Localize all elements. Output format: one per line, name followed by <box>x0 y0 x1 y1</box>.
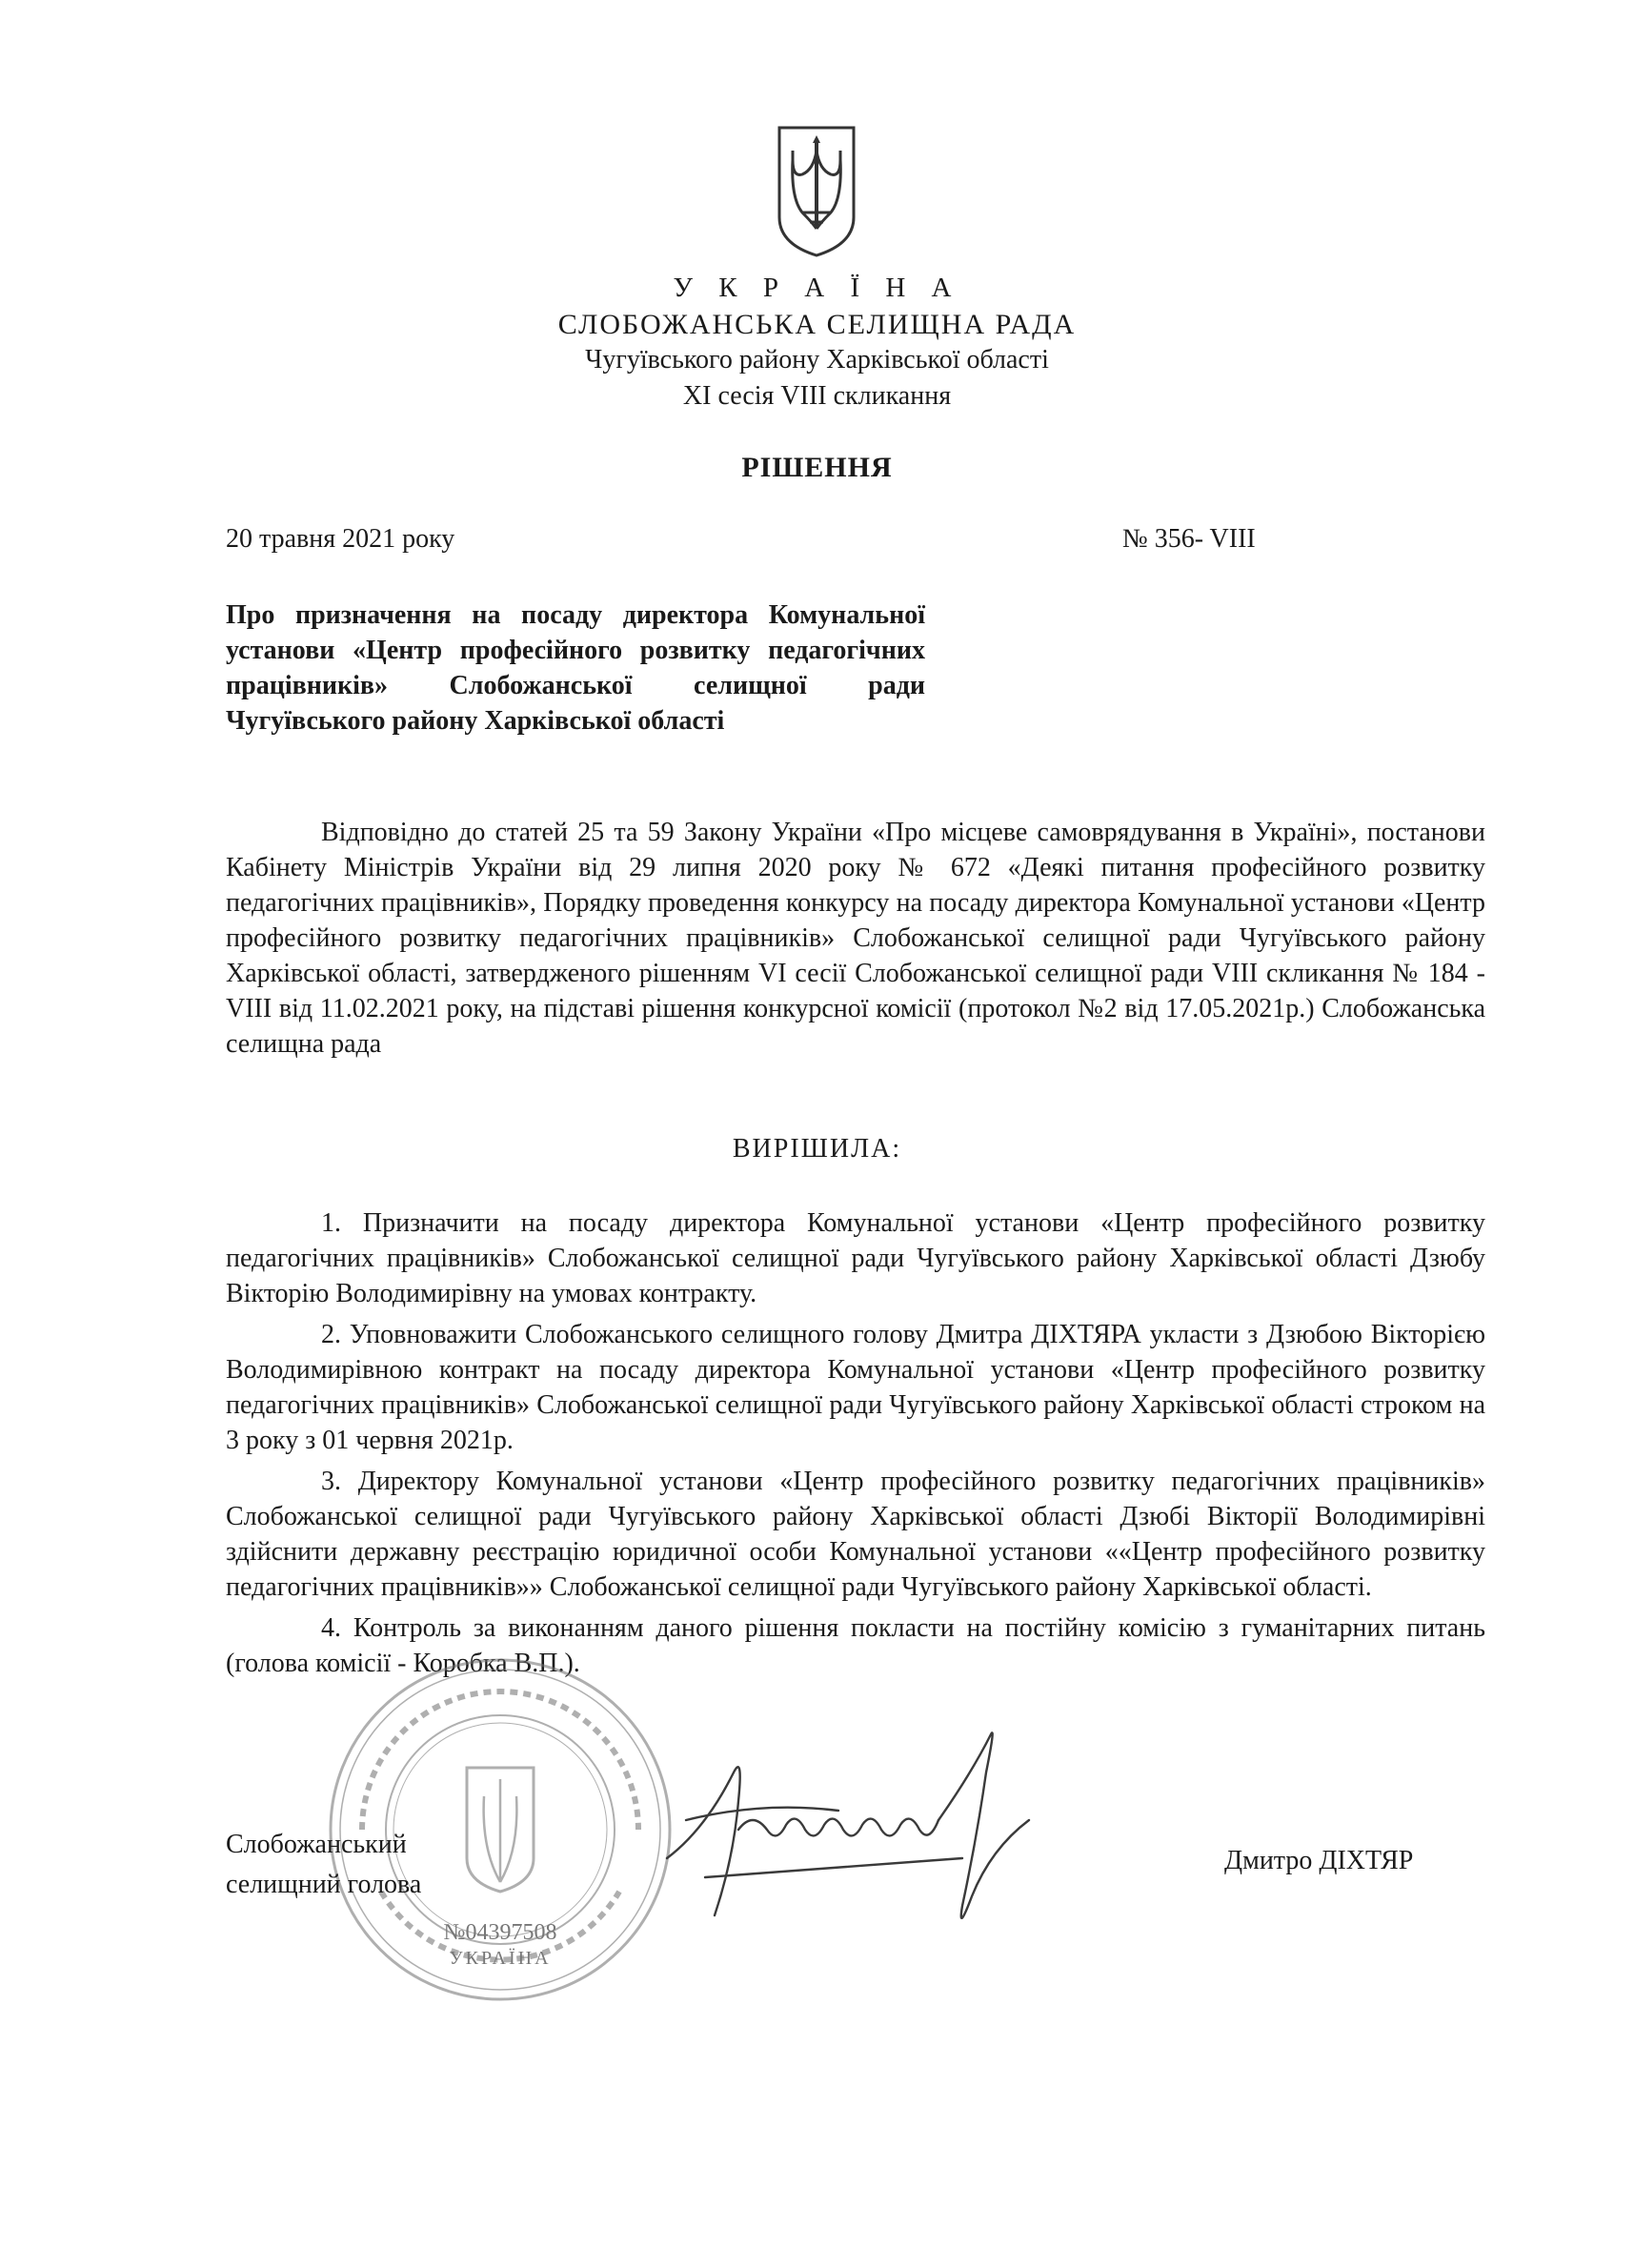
decision-item-4: 4. Контроль за виконанням даного рішення покласти на постійну комісію з гуманітарних питань (голова комісії - Коробка В.П.). <box>226 1613 1485 1678</box>
decision-date: 20 травня 2021 року <box>226 524 455 554</box>
header-session: ХІ сесія VІІІ скликання <box>682 381 952 411</box>
handwritten-signature <box>648 1715 1086 1944</box>
coat-of-arms-icon <box>774 122 859 259</box>
decision-subject: Про призначення на посаду директора Комунальної установи «Центр професійного розвитку педагогічних працівників» Слобожанської селищної ради Чугуївського району Харківської області <box>226 600 925 736</box>
signatory-name: Дмитро ДІХТЯР <box>1224 1846 1414 1875</box>
decision-item-2: 2. Уповноважити Слобожанського селищного голову Дмитра ДІХТЯРА укласти з Дзюбою Вікторією Володимирівною контракт на посаду директора Комунальної установи «Центр професійного розвитку педагогічних працівників» Слобожанської селищної ради Чугуївського району Харківської області строком на 3 року з 01 червня 2021р. <box>226 1320 1485 1455</box>
signatory-position-line-1: Слобожанський <box>226 1830 407 1859</box>
seal-country: УКРАЇНА <box>449 1948 552 1969</box>
decision-item-1: 1. Призначити на посаду директора Комунальної установи «Центр професійного розвитку педагогічних працівників» Слобожанської селищної ради Чугуївського району Харківської області Дзюбу Вікторію Володимирівну на умовах контракту. <box>226 1208 1485 1308</box>
decision-items <box>226 1205 1485 1687</box>
decided-heading: ВИРІШИЛА: <box>732 1134 902 1164</box>
decision-number: № 356- VІІІ <box>1122 524 1256 554</box>
preamble-paragraph: Відповідно до статей 25 та 59 Закону України «Про місцеве самоврядування в Україні», постанови Кабінету Міністрів України від 29 липня 2020 року № 672 «Деякі питання професійного розвитку педагогічних працівників», Порядку проведення конкурсу на посаду директора Комунальної установи «Центр професійного розвитку педагогічних працівників» Слобожанської селищної ради Чугуївського району Харківської області, затвердженого рішенням VІ сесії Слобожанської селищної ради VІІІ скликання № 184 -VІІІ від 11.02.2021 року, на підставі рішення конкурсної комісії (протокол №2 від 17.05.2021р.) Слобожанська селищна рада <box>226 818 1485 1059</box>
seal-code: №04397508 <box>443 1920 557 1945</box>
decision-item-3: 3. Директору Комунальної установи «Центр професійного розвитку педагогічних працівників» Слобожанської селищної ради Чугуївського району Харківської області Дзюбі Вікторії Володимирівні здійснити державну реєстрацію юридичної особи Комунальної установи ««Центр професійного розвитку педагогічних працівників»» Слобожанської селищної ради Чугуївського району Харківської області. <box>226 1467 1485 1602</box>
header-council: СЛОБОЖАНСЬКА СЕЛИЩНА РАДА <box>557 309 1077 340</box>
header-country: У К Р А Ї Н А <box>673 273 961 303</box>
document-title: РІШЕННЯ <box>741 452 893 483</box>
signatory-position <box>226 1825 421 1905</box>
signatory-position-line-2: селищний голова <box>226 1870 422 1899</box>
header-district: Чугуївського району Харківської області <box>585 345 1049 375</box>
